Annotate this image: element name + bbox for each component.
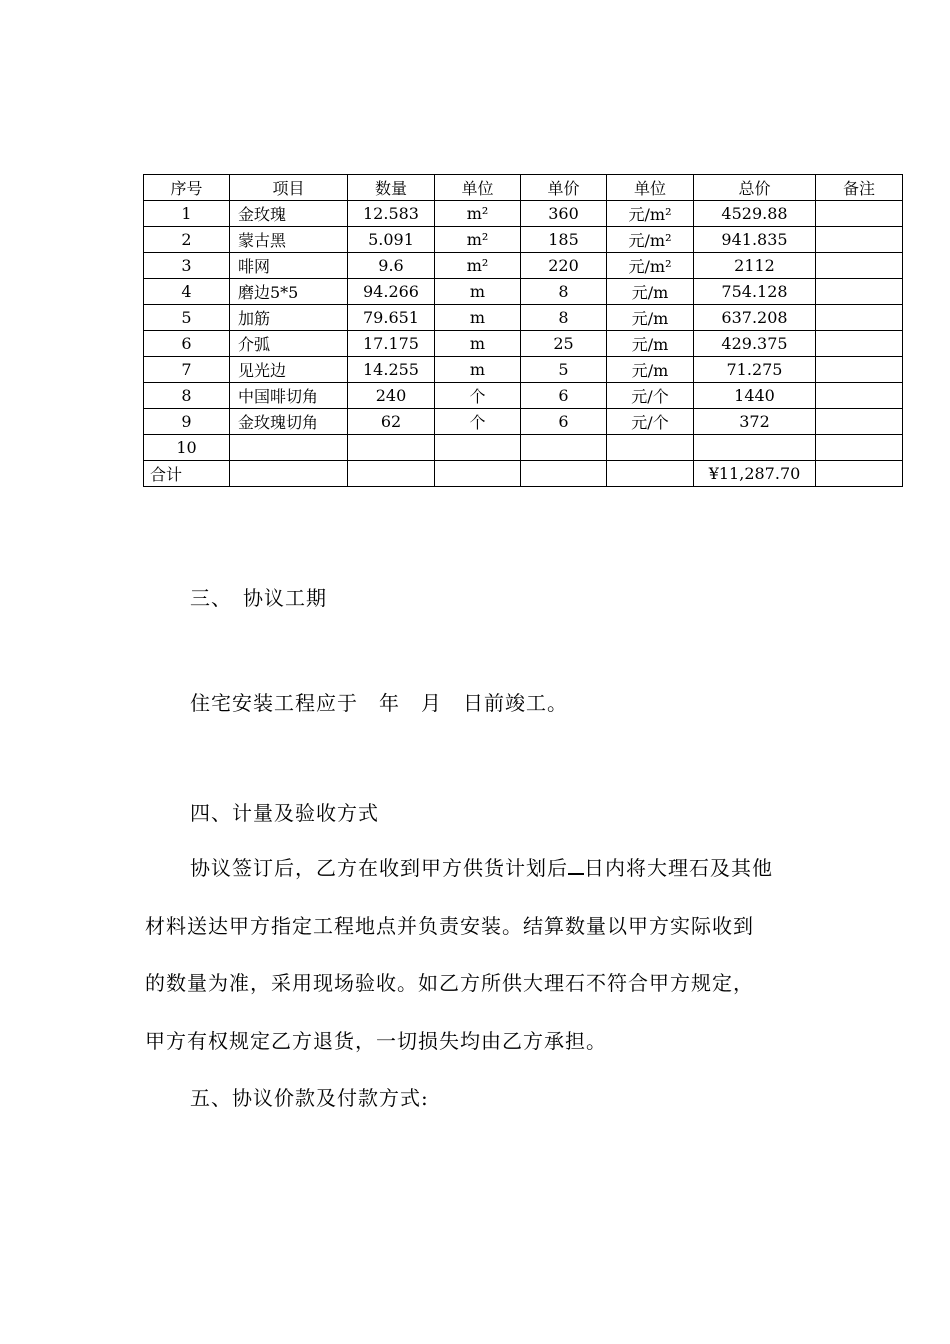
table-cell: [435, 461, 521, 487]
table-cell: m²: [435, 253, 521, 279]
table-cell: 62: [348, 409, 435, 435]
table-cell: 元/m: [607, 357, 694, 383]
table-row: [144, 279, 903, 305]
table-row: [144, 227, 903, 253]
materials-table: [143, 174, 903, 487]
section-4-line-2: 材料送达甲方指定工程地点并负责安装。结算数量以甲方实际收到: [145, 914, 754, 938]
table-cell: m²: [435, 201, 521, 227]
table-row: [144, 305, 903, 331]
table-cell: 9: [144, 409, 230, 435]
blank-days-field: [568, 855, 584, 875]
table-cell: [607, 435, 694, 461]
table-cell: 个: [435, 383, 521, 409]
table-cell: 2: [144, 227, 230, 253]
section-4-line-4: 甲方有权规定乙方退货，一切损失均由乙方承担。: [145, 1029, 607, 1053]
table-cell: 2112: [694, 253, 816, 279]
table-cell: [816, 305, 903, 331]
table-cell: m: [435, 279, 521, 305]
table-cell: 金玫瑰切角: [230, 409, 348, 435]
table-cell: [816, 279, 903, 305]
table-cell: [816, 461, 903, 487]
table-cell: 中国啡切角: [230, 383, 348, 409]
table-cell: 941.835: [694, 227, 816, 253]
table-cell: 4: [144, 279, 230, 305]
table-cell: [230, 435, 348, 461]
column-header: 单位: [607, 175, 694, 201]
table-cell: 185: [521, 227, 607, 253]
table-cell: 17.175: [348, 331, 435, 357]
table-row: [144, 435, 903, 461]
total-label: 合计: [144, 461, 230, 487]
column-header: 备注: [816, 175, 903, 201]
table-cell: 元/m²: [607, 201, 694, 227]
table-cell: 5.091: [348, 227, 435, 253]
table-cell: [521, 461, 607, 487]
total-row: [144, 461, 903, 487]
table-cell: 3: [144, 253, 230, 279]
table-cell: [816, 357, 903, 383]
table-cell: [348, 435, 435, 461]
table-cell: [816, 409, 903, 435]
table-header-row: [144, 175, 903, 201]
table-cell: 见光边: [230, 357, 348, 383]
table-cell: [816, 331, 903, 357]
table-cell: 240: [348, 383, 435, 409]
table-cell: [348, 461, 435, 487]
table-cell: [694, 435, 816, 461]
table-cell: 4529.88: [694, 201, 816, 227]
column-header: 数量: [348, 175, 435, 201]
table-cell: 8: [521, 305, 607, 331]
table-cell: [230, 461, 348, 487]
column-header: 总价: [694, 175, 816, 201]
table-cell: 7: [144, 357, 230, 383]
line-1-end: 日内将大理石及其他: [584, 856, 773, 880]
table-cell: 372: [694, 409, 816, 435]
table-cell: m: [435, 305, 521, 331]
table-cell: 金玫瑰: [230, 201, 348, 227]
table-cell: 加筋: [230, 305, 348, 331]
section-5-heading: 五、协议价款及付款方式:: [190, 1086, 429, 1110]
table-cell: 10: [144, 435, 230, 461]
table-cell: 6: [144, 331, 230, 357]
section-4-line-3: 的数量为准，采用现场验收。如乙方所供大理石不符合甲方规定，: [145, 971, 754, 995]
table-cell: 8: [144, 383, 230, 409]
table-row: [144, 409, 903, 435]
table-cell: m: [435, 331, 521, 357]
table-cell: m²: [435, 227, 521, 253]
table-cell: 元/m: [607, 279, 694, 305]
table-cell: 360: [521, 201, 607, 227]
table-cell: 1440: [694, 383, 816, 409]
table-row: [144, 201, 903, 227]
table-cell: 637.208: [694, 305, 816, 331]
table-cell: 14.255: [348, 357, 435, 383]
line-1-start: 协议签订后，乙方在收到甲方供货计划后: [190, 856, 568, 880]
table-cell: 6: [521, 409, 607, 435]
table-cell: [521, 435, 607, 461]
table-cell: 个: [435, 409, 521, 435]
table-cell: 磨边5*5: [230, 279, 348, 305]
total-value: ¥11,287.70: [694, 461, 816, 487]
table-cell: 79.651: [348, 305, 435, 331]
table-cell: 元/个: [607, 383, 694, 409]
table-row: [144, 357, 903, 383]
table-cell: 蒙古黑: [230, 227, 348, 253]
table-row: [144, 331, 903, 357]
column-header: 单价: [521, 175, 607, 201]
table-cell: [607, 461, 694, 487]
table-cell: 元/m: [607, 331, 694, 357]
table-cell: 元/m²: [607, 227, 694, 253]
table-cell: 介弧: [230, 331, 348, 357]
table-cell: 25: [521, 331, 607, 357]
table-cell: 5: [144, 305, 230, 331]
table-cell: 220: [521, 253, 607, 279]
section-4-heading: 四、计量及验收方式: [190, 801, 379, 825]
table-cell: 429.375: [694, 331, 816, 357]
table-cell: 5: [521, 357, 607, 383]
table-cell: 6: [521, 383, 607, 409]
table-cell: 754.128: [694, 279, 816, 305]
column-header: 序号: [144, 175, 230, 201]
table-cell: [816, 435, 903, 461]
table-cell: [435, 435, 521, 461]
table-cell: 1: [144, 201, 230, 227]
table-cell: 元/m²: [607, 253, 694, 279]
section-3-heading: 三、 协议工期: [190, 586, 327, 610]
section-3-text: 住宅安装工程应于 年 月 日前竣工。: [190, 691, 568, 715]
table-cell: 啡网: [230, 253, 348, 279]
column-header: 单位: [435, 175, 521, 201]
table-row: [144, 253, 903, 279]
table-cell: [816, 253, 903, 279]
section-4-line-1: [190, 852, 773, 881]
table-cell: 71.275: [694, 357, 816, 383]
column-header: 项目: [230, 175, 348, 201]
table-cell: [816, 383, 903, 409]
table-cell: [816, 201, 903, 227]
table-cell: [816, 227, 903, 253]
table-row: [144, 383, 903, 409]
table-cell: 12.583: [348, 201, 435, 227]
table-cell: 元/m: [607, 305, 694, 331]
table-cell: 元/个: [607, 409, 694, 435]
table-cell: m: [435, 357, 521, 383]
table-cell: 8: [521, 279, 607, 305]
table-cell: 9.6: [348, 253, 435, 279]
table-cell: 94.266: [348, 279, 435, 305]
